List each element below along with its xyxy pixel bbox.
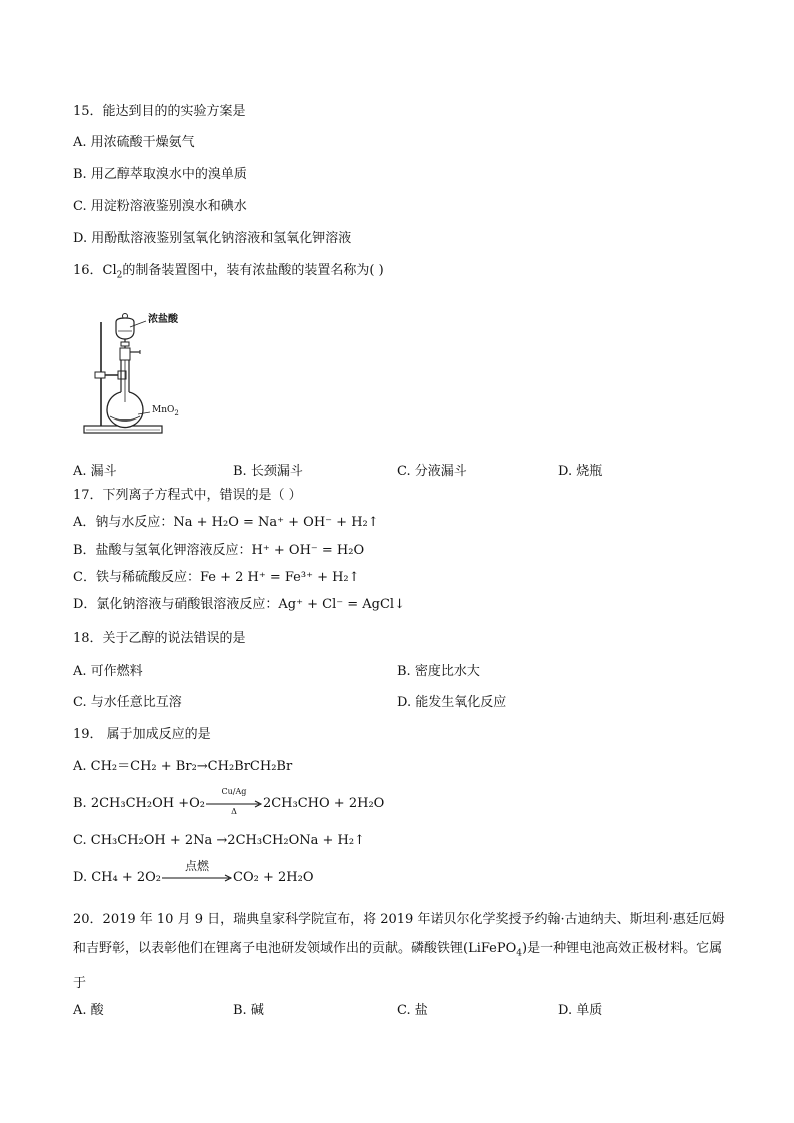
q18-option-c[interactable]: C. 与水任意比互溶: [73, 695, 182, 710]
q19-b-catalyst: Cu/Ag: [221, 786, 247, 796]
q19-stem: 19． 属于加成反应的是: [73, 727, 211, 742]
q16-number: 16．: [73, 263, 103, 278]
q15-stem: 15．能达到目的的实验方案是: [73, 104, 246, 119]
q20-option-c[interactable]: C. 盐: [397, 1003, 428, 1018]
q19-b-arrow: [205, 786, 263, 816]
q19-option-b[interactable]: [73, 786, 385, 816]
q19-option-a[interactable]: A. CH₂＝CH₂ + Br₂→CH₂BrCH₂Br: [73, 759, 293, 774]
q19-b-reactants: B. 2CH₃CH₂OH +O₂: [73, 796, 205, 811]
q16-option-d[interactable]: D. 烧瓶: [558, 464, 603, 479]
q17-option-d[interactable]: D．氯化钠溶液与硝酸银溶液反应：Ag⁺ + Cl⁻ = AgCl↓: [73, 597, 405, 612]
q15-option-a[interactable]: A. 用浓硫酸干燥氨气: [73, 135, 195, 150]
q19-option-d[interactable]: [73, 858, 314, 887]
q16-stem: [73, 262, 384, 285]
q18-option-d[interactable]: D. 能发生氧化反应: [397, 695, 507, 710]
q19-b-heat: Δ: [231, 806, 237, 816]
q20-option-b[interactable]: B. 碱: [233, 1003, 264, 1018]
arrow-right-icon: [161, 873, 233, 883]
q15-option-b[interactable]: B. 用乙醇萃取溴水中的溴单质: [73, 167, 247, 182]
q19-d-arrow: [161, 858, 233, 883]
q15-option-d[interactable]: D. 用酚酞溶液鉴别氢氧化钠溶液和氢氧化钾溶液: [73, 231, 352, 246]
q16-option-b[interactable]: B. 长颈漏斗: [233, 464, 303, 479]
q19-d-condition: 点燃: [185, 858, 210, 873]
label-mno2: [152, 404, 179, 419]
q20-stem: [73, 905, 733, 998]
q18-option-b[interactable]: B. 密度比水大: [397, 664, 480, 679]
q20-option-a[interactable]: A. 酸: [73, 1003, 104, 1018]
q19-d-products: CO₂ + 2H₂O: [233, 870, 314, 885]
q20-stem-sub: 4: [516, 948, 523, 959]
q19-option-c[interactable]: C. CH₃CH₂OH + 2Na →2CH₃CH₂ONa + H₂↑: [73, 833, 365, 848]
stopcock: [121, 342, 129, 346]
q19-d-reactants: D. CH₄ + 2O₂: [73, 870, 162, 885]
q17-option-a[interactable]: A．钠与水反应：Na + H₂O = Na⁺ + OH⁻ + H₂↑: [73, 515, 379, 530]
q16-option-a[interactable]: A. 漏斗: [73, 464, 117, 479]
q15-option-c[interactable]: C. 用淀粉溶液鉴别溴水和碘水: [73, 199, 247, 214]
chlorine-apparatus-figure: [80, 302, 200, 442]
q17-option-c[interactable]: C．铁与稀硫酸反应：Fe + 2 H⁺ = Fe³⁺ + H₂↑: [73, 570, 360, 585]
q20-option-d[interactable]: D. 单质: [558, 1003, 603, 1018]
q18-stem: 18．关于乙醇的说法错误的是: [73, 631, 246, 646]
q16-stem-rest: 的制备装置图中，装有浓盐酸的装置名称为( ): [122, 263, 384, 278]
q17-stem: 17．下列离子方程式中，错误的是（ ）: [73, 488, 302, 503]
q18-option-a[interactable]: A. 可作燃料: [73, 664, 143, 679]
q16-option-c[interactable]: C. 分液漏斗: [397, 464, 467, 479]
q16-cl: Cl: [102, 263, 117, 278]
q17-option-b[interactable]: B．盐酸与氢氧化钾溶液反应：H⁺ + OH⁻ = H₂O: [73, 543, 365, 558]
q20-stem-part1: 20．2019 年 10 月 9 日，瑞典皇家科学院宣布，将 2019 年诺贝尔化学奖授予约翰·古迪纳夫、斯坦利·惠廷厄姆和吉野彰，以表彰他们在锂离子电池研发领域作出的贡献。磷酸铁锂(LiFePO: [73, 912, 725, 956]
label-concentrated-hcl: 浓盐酸: [148, 314, 178, 325]
separatory-funnel: [116, 318, 134, 339]
label-mno2-sub: 2: [174, 408, 179, 417]
label-mno2-text: MnO: [152, 405, 175, 415]
q20-stem-part2: )是一种锂电池高效正极材料。它属于: [73, 941, 723, 991]
q19-b-products: 2CH₃CHO + 2H₂O: [262, 796, 385, 811]
clamp-holder: [95, 372, 105, 378]
q16-cl-sub: 2: [116, 270, 123, 281]
